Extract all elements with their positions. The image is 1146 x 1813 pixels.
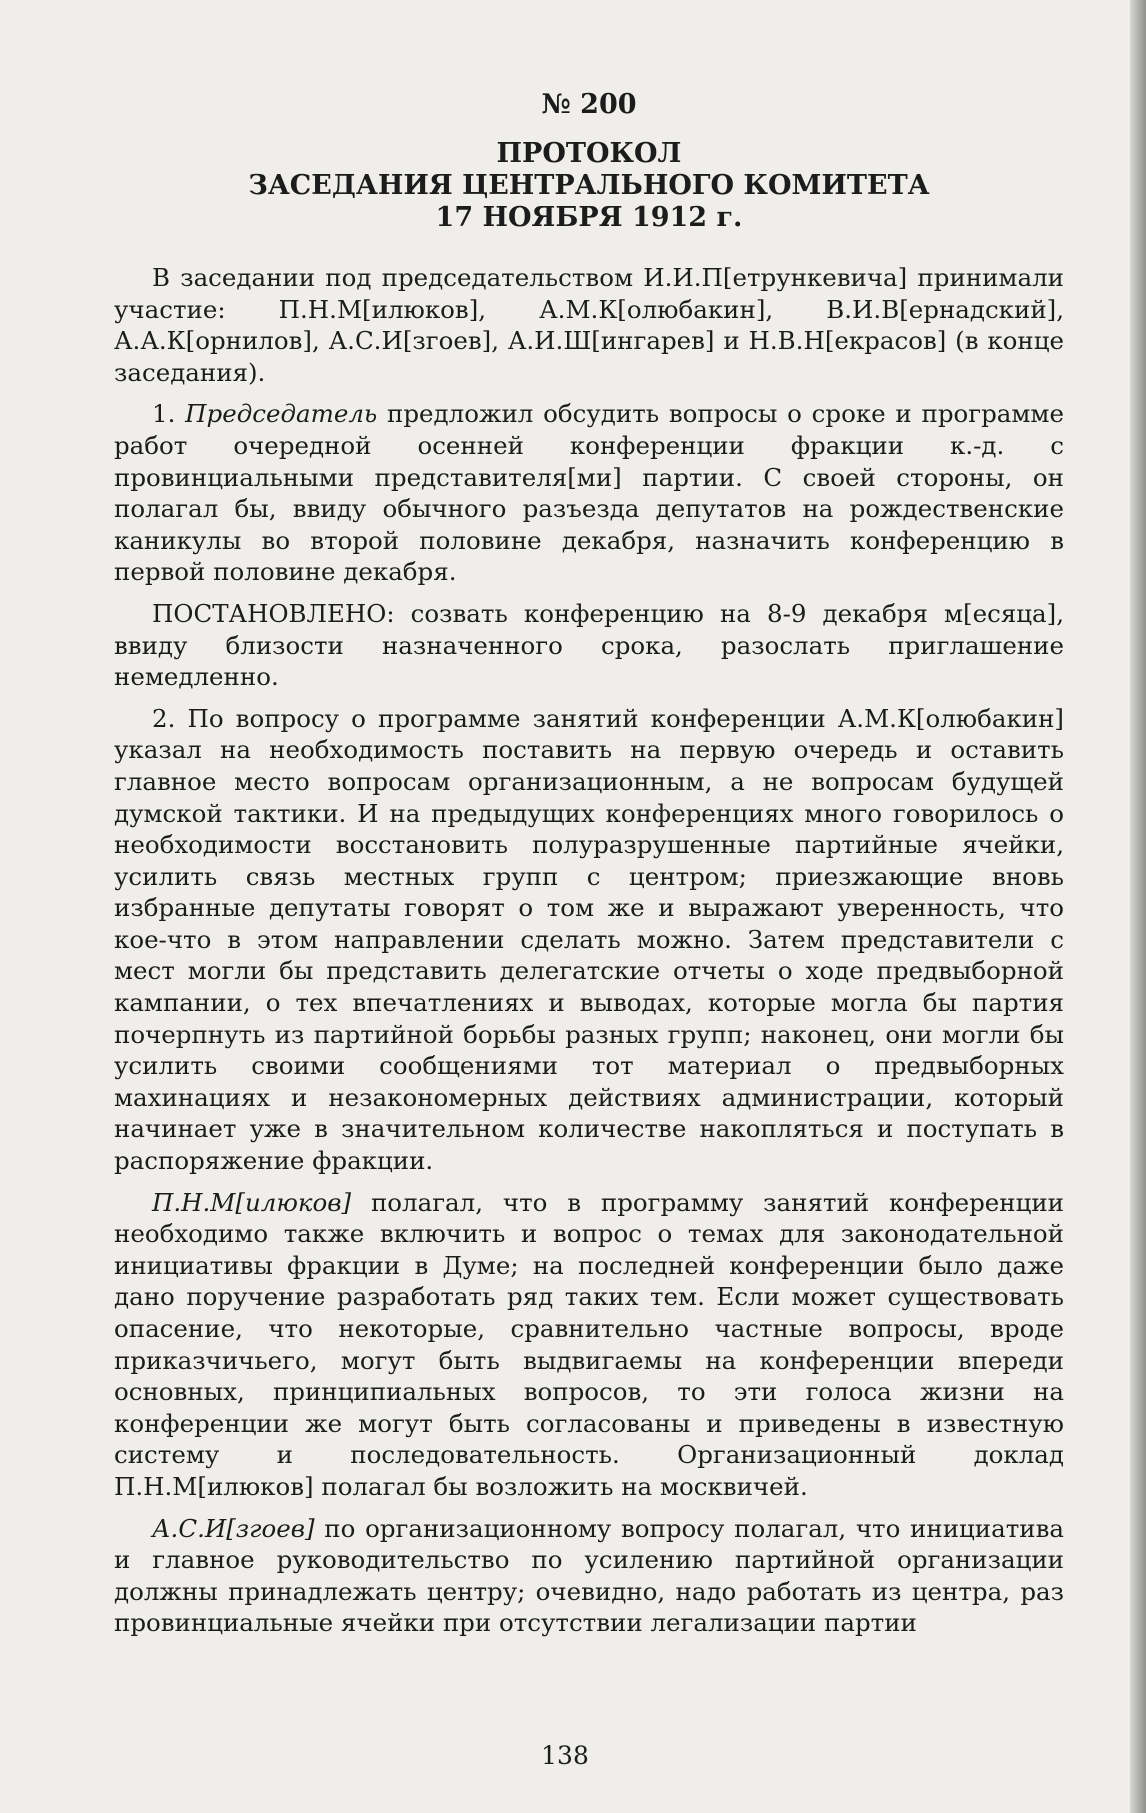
paragraph-1-text: В заседании под председательством И.И.П[етрункевича] принимали участие: П.Н.М[илюков], А.М.К[олюбакин], В.И.В[ернадский], А.А.К[орнилов], А.С.И[згоев], А.И.Ш[ингарев] и Н.В.Н[екрасов] (в конце заседания). [114, 263, 1064, 387]
title-line-2: ЗАСЕДАНИЯ ЦЕНТРАЛЬНОГО КОМИТЕТА [248, 170, 930, 201]
paragraph-6-speaker: А.С.И[згоев] [152, 1513, 315, 1543]
paragraph-2-speaker: Председатель [185, 399, 378, 429]
document-number: № 200 [541, 89, 637, 120]
paragraph-3-text: ПОСТАНОВЛЕНО: созвать конференцию на 8-9 декабря м[есяца], ввиду близости назначенного срока, разослать приглашение немедленно. [114, 598, 1064, 692]
paragraph-item-2 [114, 703, 1064, 1177]
page-edge-shadow [1130, 0, 1146, 1813]
title-line-3: 17 НОЯБРЯ 1912 г. [435, 202, 743, 233]
paragraph-resolution [114, 598, 1064, 693]
text-column [114, 88, 1064, 1649]
paragraph-5-text: полагал, что в программу занятий конференции необходимо также включить и вопрос о темах для законодательной инициативы фракции в Думе; на последней конференции было даже дано поручение разработать ряд таких тем. Если может существовать опасение, что некоторые, сравнительно частные вопросы, вроде приказчичьего, могут быть выдвигаемы на конференции впереди основных, принципиальных вопросов, то эти голоса жизни на конференции же могут быть согласованы и приведены в известную систему и последовательность. Организационный доклад П.Н.М[илюков] полагал бы возложить на москвичей. [114, 1187, 1064, 1501]
paragraph-4-text: 2. По вопросу о программе занятий конференции А.М.К[олюбакин] указал на необходимость поставить на первую очередь и оставить главное место вопросам организационным, а не вопросам будущей думской тактики. И на предыдущих конференциях много говорилось о необходимости восстановить полуразрушенные партийные ячейки, усилить связь местных групп с центром; приезжающие вновь избранные депутаты говорят о том же и выражают уверенность, что кое-что в этом направлении сделать можно. Затем представители с мест могли бы представить делегатские отчеты о ходе предвыборной кампании, о тех впечатлениях и выводах, которые могла бы партия почерпнуть из партийной борьбы разных групп; наконец, они могли бы усилить своими сообщениями тот материал о предвыборных махинациях и незакономерных действиях администрации, который начинает уже в значительном количестве накопляться и поступать в распоряжение фракции. [114, 703, 1064, 1176]
paragraph-6-text: по организационному вопросу полагал, что инициатива и главное руководительство по усилению партийной организации должны принадлежать центру; очевидно, надо работать из центра, раз провинциальные ячейки при отсутствии легализации партии [114, 1513, 1064, 1638]
paragraph-5-speaker: П.Н.М[илюков] [152, 1187, 352, 1217]
paragraph-item-1 [114, 398, 1064, 588]
paragraph-milyukov [114, 1187, 1064, 1503]
document-title [114, 138, 1064, 234]
page-number: 138 [541, 1741, 589, 1770]
paragraph-attendees [114, 262, 1064, 388]
paragraph-2-text: предложил обсудить вопросы о сроке и программе работ очередной осенней конференции фракции к.-д. с провинциальными представителя[ми] партии. С своей стороны, он полагал бы, ввиду обычного разъезда депутатов на рождественские каникулы во второй половине декабря, назначить конференцию в первой половине декабря. [114, 399, 1064, 587]
paragraph-izgoev [114, 1513, 1064, 1639]
paragraph-2-prefix: 1. [152, 399, 186, 429]
title-line-1: ПРОТОКОЛ [496, 138, 682, 169]
